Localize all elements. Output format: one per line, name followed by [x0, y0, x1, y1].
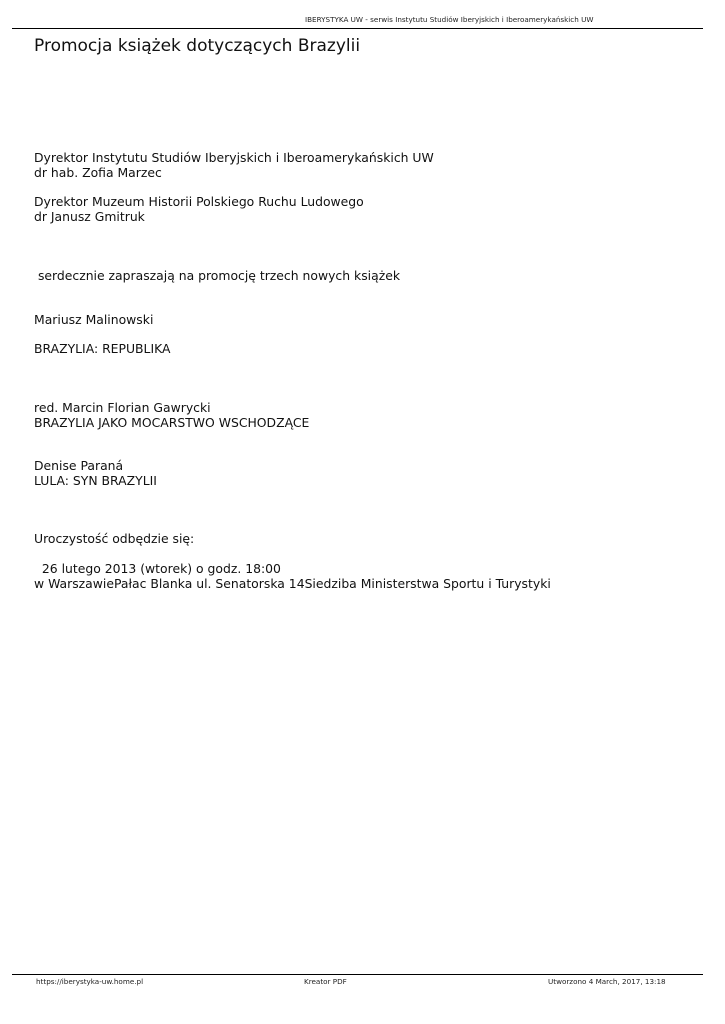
footer-created: Utworzono 4 March, 2017, 13:18	[548, 977, 666, 986]
footer-divider	[12, 974, 703, 975]
book2-title: BRAZYLIA JAKO MOCARSTWO WSCHODZĄCE	[34, 415, 310, 430]
invitation-text: serdecznie zapraszają na promocję trzech nowych książek	[34, 268, 401, 283]
host2-name: dr Janusz Gmitruk	[34, 209, 145, 224]
book2-author: red. Marcin Florian Gawrycki	[34, 400, 211, 415]
host1-name: dr hab. Zofia Marzec	[34, 165, 162, 180]
event-place: w WarszawiePałac Blanka ul. Senatorska 14Siedziba Ministerstwa Sportu i Turystyki	[34, 576, 551, 591]
event-date: 26 lutego 2013 (wtorek) o godz. 18:00	[34, 561, 281, 576]
footer-generator: Kreator PDF	[304, 977, 347, 986]
page-title: Promocja książek dotyczących Brazylii	[34, 36, 361, 56]
footer-url[interactable]: https://iberystyka-uw.home.pl	[36, 977, 144, 986]
host1-role: Dyrektor Instytutu Studiów Iberyjskich i Iberoamerykańskich UW	[34, 150, 434, 165]
site-header: IBERYSTYKA UW - serwis Instytutu Studiów Iberyjskich i Iberoamerykańskich UW	[305, 15, 594, 24]
book3-author: Denise Paraná	[34, 458, 124, 473]
book3-title: LULA: SYN BRAZYLII	[34, 473, 157, 488]
book1-title: BRAZYLIA: REPUBLIKA	[34, 341, 171, 356]
header-divider	[12, 28, 703, 29]
book1-author: Mariusz Malinowski	[34, 312, 154, 327]
host2-role: Dyrektor Muzeum Historii Polskiego Ruchu Ludowego	[34, 194, 364, 209]
event-intro: Uroczystość odbędzie się:	[34, 531, 195, 546]
